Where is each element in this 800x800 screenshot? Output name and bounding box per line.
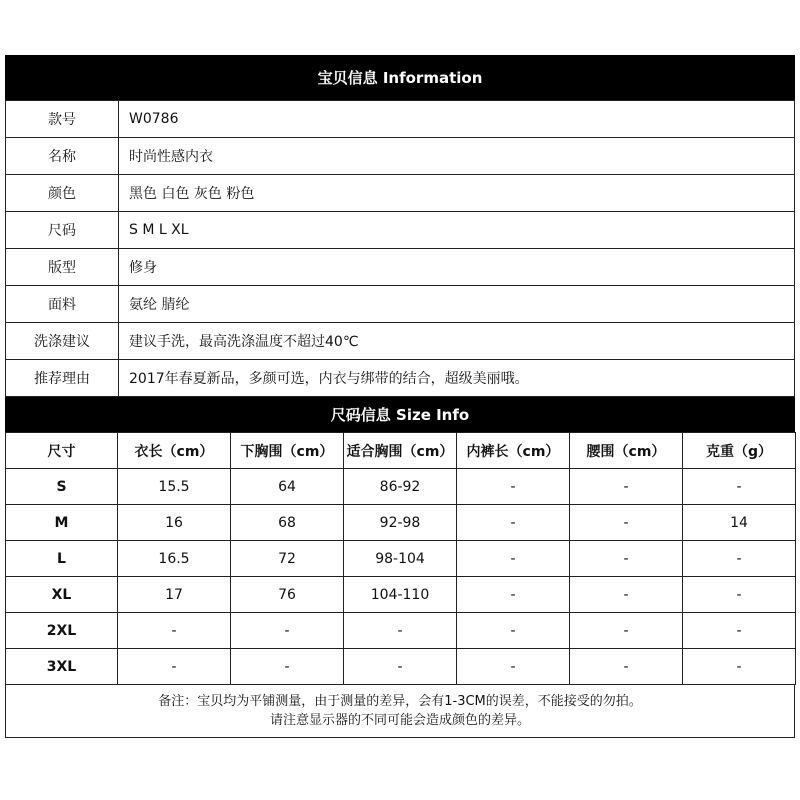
size-cell: 64 — [231, 469, 344, 505]
size-cell: 68 — [231, 505, 344, 541]
info-value: W0786 — [119, 101, 795, 138]
size-cell: - — [231, 613, 344, 649]
info-value: 黑色 白色 灰色 粉色 — [119, 175, 795, 212]
size-cell: - — [118, 649, 231, 685]
size-cell: - — [683, 469, 796, 505]
size-table — [5, 432, 796, 685]
size-cell: - — [457, 649, 570, 685]
info-table — [5, 100, 795, 397]
size-row — [6, 577, 796, 613]
info-value: 修身 — [119, 249, 795, 286]
info-key: 款号 — [6, 101, 119, 138]
size-row — [6, 613, 796, 649]
info-row — [6, 249, 795, 286]
info-value: 建议手洗，最高洗涤温度不超过40℃ — [119, 323, 795, 360]
product-sheet — [5, 55, 795, 738]
size-cell: - — [457, 505, 570, 541]
info-value: 时尚性感内衣 — [119, 138, 795, 175]
size-cell: 86-92 — [344, 469, 457, 505]
size-cell: - — [570, 505, 683, 541]
size-column-header: 克重（g） — [683, 433, 796, 469]
size-label: 2XL — [6, 613, 118, 649]
size-label: XL — [6, 577, 118, 613]
size-column-header: 下胸围（cm） — [231, 433, 344, 469]
size-cell: - — [344, 613, 457, 649]
info-row — [6, 286, 795, 323]
info-key: 名称 — [6, 138, 119, 175]
info-row — [6, 101, 795, 138]
note-line-2: 请注意显示器的不同可能会造成颜色的差异。 — [269, 713, 530, 728]
size-cell: 17 — [118, 577, 231, 613]
size-cell: - — [683, 577, 796, 613]
size-cell: - — [231, 649, 344, 685]
size-column-header: 内裤长（cm） — [457, 433, 570, 469]
size-label: S — [6, 469, 118, 505]
size-cell: 98-104 — [344, 541, 457, 577]
info-row — [6, 138, 795, 175]
size-cell: - — [570, 649, 683, 685]
size-row — [6, 541, 796, 577]
size-cell: 72 — [231, 541, 344, 577]
size-cell: - — [344, 649, 457, 685]
size-cell: - — [570, 577, 683, 613]
size-row — [6, 469, 796, 505]
size-cell: 15.5 — [118, 469, 231, 505]
info-key: 洗涤建议 — [6, 323, 119, 360]
size-cell: 104-110 — [344, 577, 457, 613]
size-cell: - — [570, 613, 683, 649]
size-cell: - — [457, 469, 570, 505]
size-cell: - — [457, 577, 570, 613]
info-row — [6, 175, 795, 212]
size-column-header: 腰围（cm） — [570, 433, 683, 469]
info-value: 氨纶 腈纶 — [119, 286, 795, 323]
info-key: 尺码 — [6, 212, 119, 249]
size-cell: - — [570, 541, 683, 577]
size-section-header: 尺码信息 Size Info — [5, 397, 795, 432]
size-column-header: 适合胸围（cm） — [344, 433, 457, 469]
size-cell: - — [683, 649, 796, 685]
size-cell: - — [570, 469, 683, 505]
info-key: 面料 — [6, 286, 119, 323]
size-label: 3XL — [6, 649, 118, 685]
size-cell: 16.5 — [118, 541, 231, 577]
info-row — [6, 323, 795, 360]
info-row — [6, 212, 795, 249]
size-label: M — [6, 505, 118, 541]
size-cell: 76 — [231, 577, 344, 613]
size-cell: - — [457, 613, 570, 649]
size-row — [6, 505, 796, 541]
size-cell: 16 — [118, 505, 231, 541]
info-key: 推荐理由 — [6, 360, 119, 397]
note — [5, 685, 795, 738]
size-column-header: 衣长（cm） — [118, 433, 231, 469]
info-value: 2017年春夏新品，多颜可选，内衣与绑带的结合，超级美丽哦。 — [119, 360, 795, 397]
note-line-1: 备注：宝贝均为平铺测量，由于测量的差异，会有1-3CM的误差，不能接受的勿拍。 — [158, 694, 642, 709]
size-cell: 14 — [683, 505, 796, 541]
info-value: S M L XL — [119, 212, 795, 249]
size-cell: - — [683, 541, 796, 577]
size-cell: - — [118, 613, 231, 649]
size-row — [6, 649, 796, 685]
size-header-row — [6, 433, 796, 469]
size-cell: - — [683, 613, 796, 649]
size-label: L — [6, 541, 118, 577]
size-cell: 92-98 — [344, 505, 457, 541]
size-column-header: 尺寸 — [6, 433, 118, 469]
info-row — [6, 360, 795, 397]
info-section-header: 宝贝信息 Information — [5, 55, 795, 100]
info-key: 颜色 — [6, 175, 119, 212]
size-cell: - — [457, 541, 570, 577]
info-key: 版型 — [6, 249, 119, 286]
